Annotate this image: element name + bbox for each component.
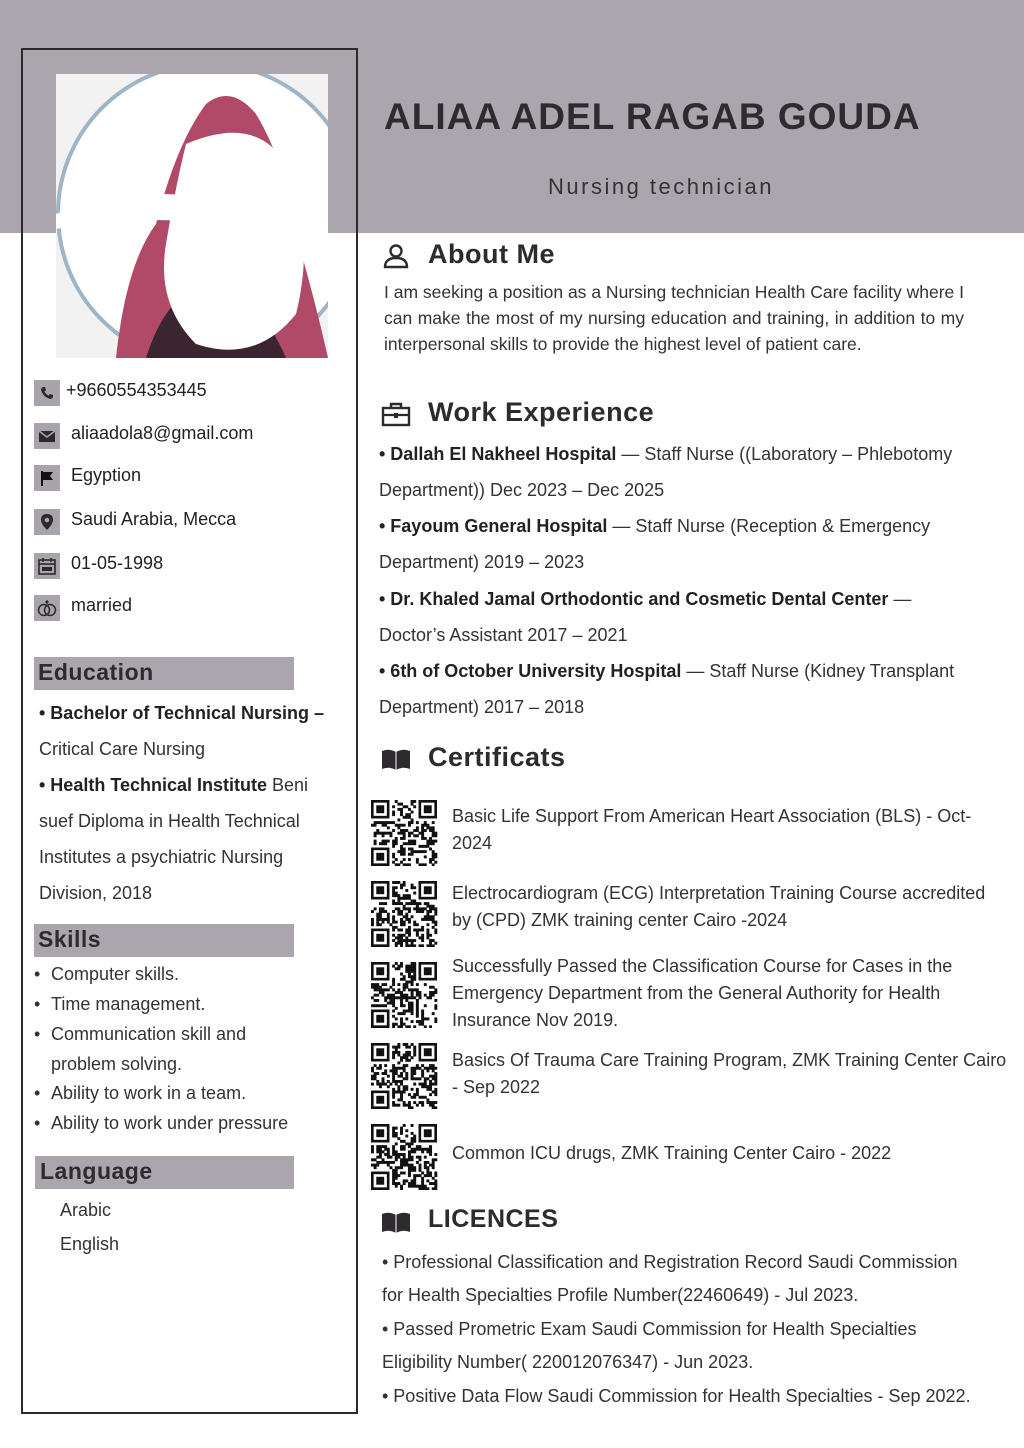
email-address[interactable]: aliaadola8@gmail.com	[71, 423, 254, 443]
person-icon	[380, 242, 412, 270]
language-item: English	[60, 1234, 120, 1254]
licence-line: Eligibility Number( 220012076347) - Jun 2023.	[382, 1352, 754, 1372]
qr-code-icon[interactable]	[370, 881, 438, 947]
work-line: • Dallah El Nakheel Hospital — Staff Nurse ((Laboratory – Phlebotomy	[379, 444, 953, 464]
licence-line: • Positive Data Flow Saudi Commission for Health Specialties - Sep 2022.	[382, 1386, 971, 1406]
licence-line: for Health Specialties Profile Number(22460649) - Jul 2023.	[382, 1285, 859, 1305]
education-line: Critical Care Nursing	[39, 739, 206, 759]
education-heading: Education	[34, 657, 294, 690]
language-heading: Language	[35, 1156, 294, 1189]
work-line: • Dr. Khaled Jamal Orthodontic and Cosmetic Dental Center —	[379, 589, 912, 609]
phone-icon	[34, 380, 60, 406]
certificate-item: Successfully Passed the Classification Course for Cases in the Emergency Department from the General Authority for Health Insurance Nov 2019.	[452, 956, 953, 1030]
work-line: Department) 2017 – 2018	[379, 697, 585, 717]
education-line: • Health Technical Institute Beni	[39, 775, 309, 795]
certificate-item: Basics Of Trauma Care Training Program, ZMK Training Center Cairo - Sep 2022	[452, 1050, 1007, 1097]
certificate-item: Electrocardiogram (ECG) Interpretation Training Course accredited by (CPD) ZMK training center Cairo -2024	[452, 883, 986, 930]
calendar-icon	[34, 553, 60, 579]
work-line: Doctor’s Assistant 2017 – 2021	[379, 625, 628, 645]
open-book-icon	[380, 1208, 412, 1236]
birth-date: 01-05-1998	[71, 553, 164, 573]
marital-status: married	[71, 595, 133, 615]
location: Saudi Arabia, Mecca	[71, 509, 237, 529]
qr-code-icon[interactable]	[370, 800, 438, 866]
rings-icon	[34, 595, 60, 621]
licences-heading: LICENCES	[428, 1205, 559, 1233]
education-line: • Bachelor of Technical Nursing –	[39, 703, 325, 723]
work-line: Department) 2019 – 2023	[379, 552, 585, 572]
work-heading: Work Experience	[428, 397, 655, 427]
candidate-name: ALIAA ADEL RAGAB GOUDA	[384, 96, 921, 137]
location-pin-icon	[34, 509, 60, 535]
skills-heading: Skills	[34, 924, 294, 957]
skill-item: • Ability to work under pressure	[34, 1113, 289, 1133]
certificate-item: Common ICU drugs, ZMK Training Center Cairo - 2022	[452, 1143, 892, 1163]
skill-item: problem solving.	[51, 1054, 183, 1074]
education-line: suef Diploma in Health Technical	[39, 811, 300, 831]
skill-item: • Communication skill and	[34, 1024, 247, 1044]
qr-code-icon[interactable]	[370, 1043, 438, 1109]
phone-number[interactable]: +9660554353445	[66, 380, 207, 400]
job-title: Nursing technician	[548, 174, 774, 199]
qr-code-icon[interactable]	[370, 1124, 438, 1190]
certificate-item: Basic Life Support From American Heart Association (BLS) - Oct-2024	[452, 806, 972, 853]
skill-item: • Time management.	[34, 994, 206, 1014]
skill-item: • Ability to work in a team.	[34, 1083, 247, 1103]
work-line: • 6th of October University Hospital — Staff Nurse (Kidney Transplant	[379, 661, 955, 681]
skill-item: • Computer skills.	[34, 964, 180, 984]
licence-line: • Professional Classification and Registration Record Saudi Commission	[382, 1252, 958, 1272]
flag-icon	[34, 465, 60, 491]
education-line: Division, 2018	[39, 883, 153, 903]
briefcase-icon	[380, 400, 412, 428]
email-icon	[34, 423, 60, 449]
profile-photo	[56, 74, 328, 358]
licence-line: • Passed Prometric Exam Saudi Commission for Health Specialties	[382, 1319, 917, 1339]
about-heading: About Me	[428, 239, 555, 269]
nationality: Egyption	[71, 465, 142, 485]
about-text: I am seeking a position as a Nursing technician Health Care facility where I can make the most of my nursing education and training, in addition to my interpersonal skills to provide the highest level of patient care.	[384, 282, 964, 354]
certificates-heading: Certificats	[428, 742, 566, 772]
work-line: • Fayoum General Hospital — Staff Nurse (Reception & Emergency	[379, 516, 931, 536]
education-line: Institutes a psychiatric Nursing	[39, 847, 284, 867]
language-item: Arabic	[60, 1200, 112, 1220]
qr-code-icon[interactable]	[370, 962, 438, 1028]
open-book-icon	[380, 745, 412, 773]
work-line: Department)) Dec 2023 – Dec 2025	[379, 480, 665, 500]
